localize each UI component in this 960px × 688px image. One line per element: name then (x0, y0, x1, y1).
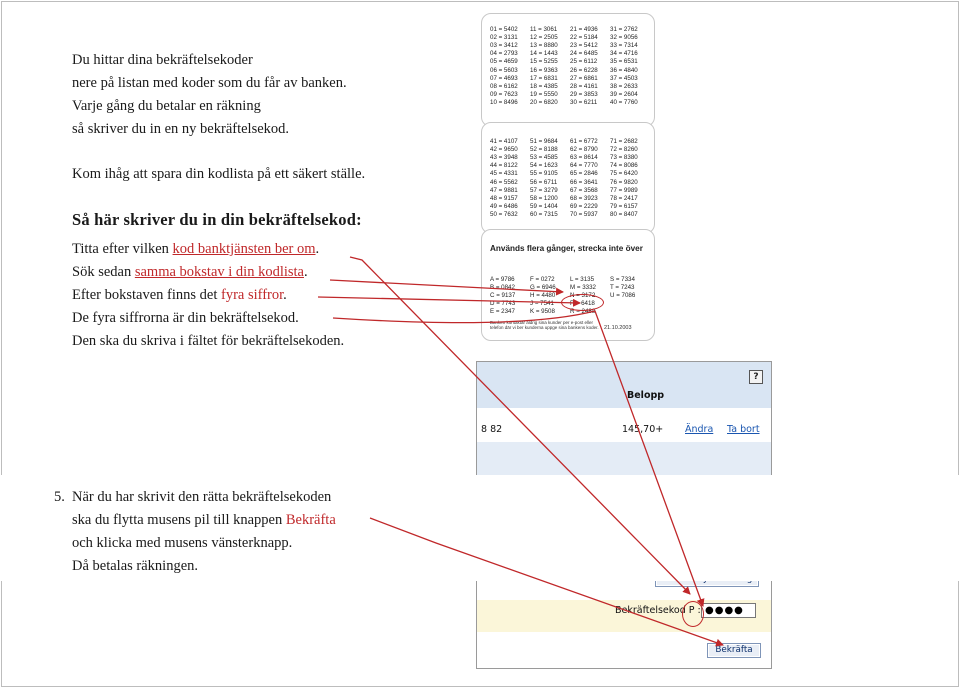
code-entry: 48 = 9157 (490, 194, 518, 202)
edit-link[interactable]: Ändra (685, 424, 714, 435)
code-entry: 19 = 5550 (530, 90, 558, 98)
code-entry: A = 9786 (490, 276, 515, 283)
code-card-bottom (481, 229, 655, 341)
code-entry: 34 = 4716 (610, 50, 638, 58)
confirm-button[interactable]: Bekräfta (707, 643, 761, 658)
code-entry: 76 = 9820 (610, 178, 638, 186)
code-card-footnote-2: telefon där vi ber kunderna uppge sina bankens koder. (490, 325, 599, 330)
remove-link[interactable]: Ta bort (727, 424, 760, 435)
code-entry: 36 = 4840 (610, 66, 638, 74)
code-entry: 62 = 8790 (570, 146, 598, 154)
code-entry: 59 = 1404 (530, 202, 558, 210)
header-band (477, 362, 771, 408)
code-card-middle (481, 122, 655, 234)
code-entry: 77 = 9989 (610, 186, 638, 194)
code-entry: 21 = 4936 (570, 26, 598, 33)
code-entry: 65 = 2846 (570, 170, 598, 178)
code-entry: B = 0842 (490, 284, 515, 292)
code-entry: 16 = 9363 (530, 66, 558, 74)
code-entry: S = 7334 (610, 276, 635, 283)
code-entry: 45 = 4331 (490, 170, 518, 178)
code-entry: 75 = 6420 (610, 170, 638, 178)
code-entry: 69 = 2229 (570, 202, 598, 210)
code-entry: 28 = 4161 (570, 82, 598, 90)
code-entry: 29 = 3853 (570, 90, 598, 98)
code-entry: 32 = 9056 (610, 34, 638, 42)
code-entry: 46 = 5562 (490, 178, 518, 186)
code-block-3-heading: Används flera gånger, strecka inte över (490, 244, 643, 253)
code-highlight-circle (561, 294, 604, 311)
code-entry: 40 = 7760 (610, 98, 638, 106)
code-entry: 24 = 6485 (570, 50, 598, 58)
code-entry: 18 = 4385 (530, 82, 558, 90)
code-entry: 58 = 1200 (530, 194, 558, 202)
code-entry: 51 = 9684 (530, 138, 558, 145)
code-entry: 25 = 6112 (570, 58, 598, 66)
intro-line-4: så skriver du in en ny bekräftelsekod. (72, 121, 290, 137)
step-line-1 (72, 241, 319, 258)
code-entry: 15 = 5255 (530, 58, 558, 66)
code-entry: 44 = 8122 (490, 162, 518, 170)
code-entry: 26 = 6228 (570, 66, 598, 74)
instructions-heading: Så här skriver du in din bekräftelsekod: (72, 210, 362, 229)
intro-line-3: Varje gång du betalar en räkning (72, 98, 261, 114)
code-entry: D = 7743 (490, 300, 516, 308)
code-entry: K = 9508 (530, 308, 555, 316)
code-entry: 67 = 3568 (570, 186, 598, 194)
code-entry: 78 = 2417 (610, 194, 638, 202)
code-entry: G = 6946 (530, 284, 556, 292)
code-entry: 06 = 5603 (490, 66, 518, 74)
code-entry: 12 = 2505 (530, 34, 558, 42)
code-entry: 61 = 6772 (570, 138, 598, 145)
code-entry: C = 9137 (490, 292, 516, 300)
step-3-text: Efter bokstaven finns det (72, 287, 221, 303)
step-5-highlight: Bekräfta (285, 512, 336, 528)
code-entry: 74 = 8086 (610, 162, 638, 170)
code-entry: 42 = 9650 (490, 146, 518, 154)
code-entry: 38 = 2633 (610, 82, 638, 90)
code-card-date: 21.10.2003 (604, 325, 632, 331)
code-entry: F = 0272 (530, 276, 555, 283)
code-entry: 50 = 7632 (490, 210, 518, 218)
step-line-4: De fyra siffrorna är din bekräftelsekod. (72, 310, 299, 326)
step-1-text: Titta efter vilken (72, 241, 173, 257)
code-entry: 60 = 7315 (530, 210, 558, 218)
code-letter-circle (682, 601, 704, 627)
code-entry: 39 = 2604 (610, 90, 638, 98)
code-entry: 22 = 5184 (570, 34, 598, 42)
code-entry: N = 3172 (570, 292, 596, 300)
code-entry: 05 = 4659 (490, 58, 518, 66)
step-line-3 (72, 287, 287, 304)
code-entry: 01 = 5402 (490, 26, 518, 33)
code-entry: 27 = 6861 (570, 74, 598, 82)
row-amount: 145,70+ (622, 424, 664, 435)
code-entry: P = 6418 (570, 300, 595, 308)
code-entry: 56 = 6711 (530, 178, 558, 186)
help-icon[interactable]: ? (749, 370, 763, 384)
code-entry: 73 = 8380 (610, 154, 638, 162)
code-entry: 47 = 9881 (490, 186, 518, 194)
code-entry: 64 = 7770 (570, 162, 598, 170)
step-5-line-1: När du har skrivit den rätta bekräftelsekoden (72, 489, 332, 505)
code-entry: 35 = 6531 (610, 58, 638, 66)
step-3-highlight: fyra siffror (221, 287, 284, 303)
code-entry: 54 = 1623 (530, 162, 558, 170)
code-entry: 41 = 4107 (490, 138, 518, 145)
code-entry: L = 3135 (570, 276, 595, 283)
code-entry: 11 = 3061 (530, 26, 558, 33)
code-entry: 08 = 6162 (490, 82, 518, 90)
code-entry: 30 = 6211 (570, 98, 598, 106)
step-5-number: 5. (54, 489, 65, 505)
code-entry: 37 = 4503 (610, 74, 638, 82)
code-entry: 70 = 5937 (570, 210, 598, 218)
step-5-line-2 (72, 512, 336, 529)
code-entry: 79 = 6157 (610, 202, 638, 210)
step-line-5: Den ska du skriva i fältet för bekräftelsekoden. (72, 333, 345, 349)
code-entry: 20 = 6820 (530, 98, 558, 106)
code-entry: 14 = 1443 (530, 50, 558, 58)
column-header-amount: Belopp (627, 390, 665, 401)
code-entry: 33 = 7314 (610, 42, 638, 50)
code-entry: 68 = 3923 (570, 194, 598, 202)
code-entry: 17 = 6831 (530, 74, 558, 82)
code-card-footnote-1: Banken kontaktar aldrig sina kunder per e-post eller (490, 320, 594, 325)
code-entry: 72 = 8260 (610, 146, 638, 154)
code-entry: E = 2347 (490, 308, 515, 316)
step-2-highlight: samma bokstav i din kodlista (134, 264, 304, 280)
code-entry: 55 = 9105 (530, 170, 558, 178)
code-entry: 09 = 7623 (490, 90, 518, 98)
code-entry: 23 = 5412 (570, 42, 598, 50)
code-card-top (481, 13, 655, 127)
code-entry: J = 7541 (530, 300, 554, 308)
intro-line-1: Du hittar dina bekräftelsekoder (72, 52, 253, 68)
step-3-end: . (283, 287, 287, 303)
code-entry: 66 = 3641 (570, 178, 598, 186)
code-entry: 02 = 3131 (490, 34, 518, 42)
remember-line: Kom ihåg att spara din kodlista på ett säkert ställe. (72, 166, 366, 182)
step-5-line-4: Då betalas räkningen. (72, 558, 199, 574)
step-line-2 (72, 264, 308, 281)
code-entry: 03 = 3412 (490, 42, 518, 50)
code-entry: H = 4480 (530, 292, 556, 300)
step-2-end: . (304, 264, 308, 280)
code-entry: 71 = 2682 (610, 138, 638, 145)
code-entry: R = 2488 (570, 308, 596, 316)
code-entry: 10 = 8496 (490, 98, 518, 106)
code-entry: U = 7086 (610, 292, 636, 300)
step-1-end: . (315, 241, 320, 257)
code-entry: 53 = 4585 (530, 154, 558, 162)
code-entry: M = 3332 (570, 284, 596, 292)
code-entry: 49 = 6486 (490, 202, 518, 210)
code-entry: 31 = 2762 (610, 26, 638, 33)
code-entry: 13 = 8880 (530, 42, 558, 50)
row-account: 8 82 (481, 424, 503, 435)
code-entry: 43 = 3948 (490, 154, 518, 162)
code-entry: 04 = 2793 (490, 50, 518, 58)
confirmation-code-input[interactable]: ●●●● (701, 603, 756, 618)
step-5-line-3: och klicka med musens vänsterknapp. (72, 535, 293, 551)
code-entry: 57 = 3279 (530, 186, 558, 194)
code-entry: 80 = 8407 (610, 210, 638, 218)
code-entry: 07 = 4693 (490, 74, 518, 82)
code-entry: 52 = 8188 (530, 146, 558, 154)
code-entry: T = 7243 (610, 284, 635, 292)
intro-line-2: nere på listan med koder som du får av banken. (72, 75, 347, 91)
step-5-line-2-text: ska du flytta musens pil till knappen (72, 512, 286, 528)
step-1-highlight: kod banktjänsten ber om (172, 241, 316, 257)
code-label: Bekräftelsekod P : (615, 605, 701, 616)
code-entry: 63 = 8614 (570, 154, 598, 162)
step-2-text: Sök sedan (72, 264, 135, 280)
